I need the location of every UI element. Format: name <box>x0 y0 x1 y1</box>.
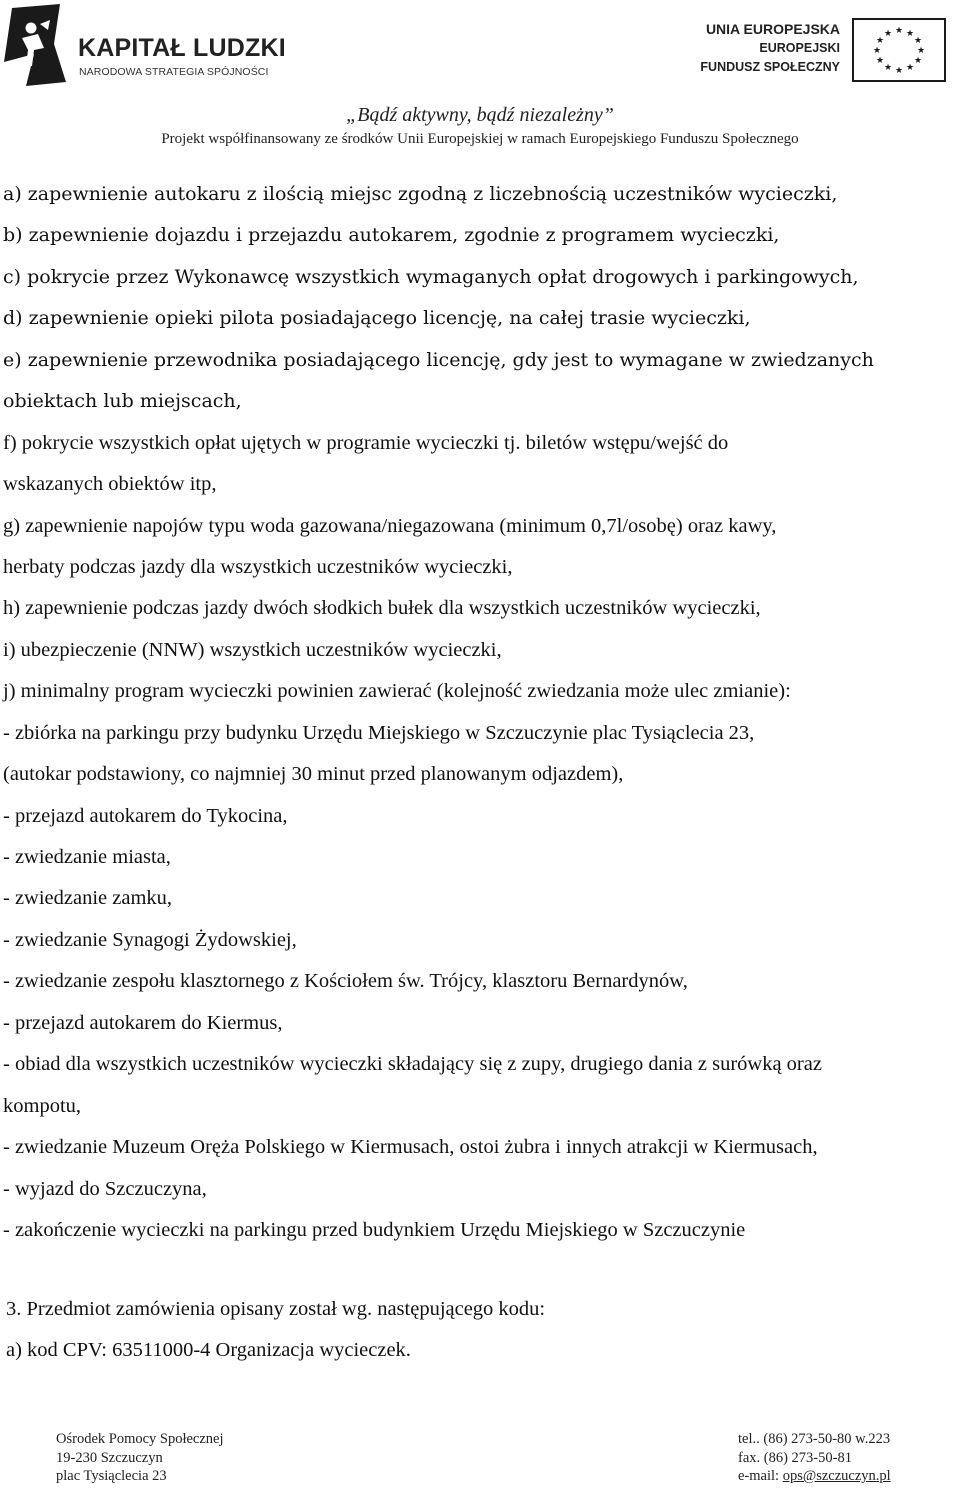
body-line: f) pokrycie wszystkich opłat ujętych w programie wycieczki tj. biletów wstępu/wejść do <box>3 431 729 454</box>
svg-text:★: ★ <box>905 29 915 39</box>
footer-email-label: e-mail: <box>738 1468 783 1484</box>
body-line: (autokar podstawiony, co najmniej 30 minut przed planowanym odjazdem), <box>3 763 624 786</box>
logo-subtitle: NARODOWA STRATEGIA SPÓJNOŚCI <box>79 66 269 78</box>
body-line: wskazanych obiektów itp, <box>3 473 217 496</box>
svg-text:★: ★ <box>875 56 885 66</box>
body-line: - wyjazd do Szczuczyna, <box>3 1177 207 1200</box>
cofinancing-note: Projekt współfinansowany ze środków Unii Europejskiej w ramach Europejskiego Funduszu Społecznego <box>161 131 799 147</box>
body-line: a) zapewnienie autokaru z ilością miejsc zgodną z liczebnością uczestników wycieczki, <box>3 183 838 205</box>
svg-text:★: ★ <box>916 46 926 56</box>
page-header <box>0 0 960 160</box>
footer-fax: fax. (86) 273-50-81 <box>738 1449 852 1466</box>
page-footer <box>0 1430 960 1488</box>
footer-contact <box>738 1430 891 1486</box>
eu-line-3: FUNDUSZ SPOŁECZNY <box>700 60 840 74</box>
footer-tel: tel.. (86) 273-50-80 w.223 <box>738 1431 891 1447</box>
body-line: j) minimalny program wycieczki powinien zawierać (kolejność zwiedzania może ulec zmianie): <box>3 680 791 703</box>
svg-text:★: ★ <box>894 26 904 36</box>
svg-text:★: ★ <box>913 36 923 46</box>
body-line: d) zapewnienie opieki pilota posiadającego licencję, na całej trasie wycieczki, <box>3 307 751 330</box>
eu-line-2: EUROPEJSKI <box>759 41 840 55</box>
footer-postal: 19-230 Szczuczyn <box>56 1449 163 1466</box>
body-line: - przejazd autokarem do Tykocina, <box>3 804 288 827</box>
body-line: g) zapewnienie napojów typu woda gazowana/niegazowana (minimum 0,7l/osobę) oraz kawy, <box>3 514 777 537</box>
body-line: herbaty podczas jazdy dla wszystkich uczestników wycieczki, <box>3 555 513 578</box>
footer-email-link[interactable]: ops@szczuczyn.pl <box>782 1468 891 1484</box>
body-line: e) zapewnienie przewodnika posiadającego licencję, gdy jest to wymagane w zwiedzanych <box>3 348 874 371</box>
svg-text:★: ★ <box>905 63 915 73</box>
body-line: - zwiedzanie miasta, <box>3 846 171 868</box>
logo-title: KAPITAŁ LUDZKI <box>78 34 286 62</box>
document-body <box>3 174 957 1251</box>
body-line: i) ubezpieczenie (NNW) wszystkich uczestników wycieczki, <box>3 638 502 661</box>
body-line: - zakończenie wycieczki na parkingu przed budynkiem Urzędu Miejskiego w Szczuczynie <box>3 1218 746 1241</box>
body-line: - przejazd autokarem do Kiermus, <box>3 1011 283 1034</box>
section-3 <box>6 1289 946 1371</box>
body-line: - zbiórka na parkingu przy budynku Urzędu Miejskiego w Szczuczynie plac Tysiąclecia 23, <box>3 721 755 744</box>
svg-text:★: ★ <box>883 63 893 73</box>
footer-street: plac Tysiąclecia 23 <box>56 1468 167 1484</box>
kapital-ludzki-logo <box>4 4 284 86</box>
svg-text:★: ★ <box>894 66 904 76</box>
body-line: - zwiedzanie Synagogi Żydowskiej, <box>3 928 297 951</box>
footer-org: Ośrodek Pomocy Społecznej <box>56 1431 224 1447</box>
body-line: c) pokrycie przez Wykonawcę wszystkich wymaganych opłat drogowych i parkingowych, <box>3 265 859 288</box>
eu-line-1: UNIA EUROPEJSKA <box>705 21 840 37</box>
svg-text:★: ★ <box>913 56 923 66</box>
svg-text:★: ★ <box>875 36 885 46</box>
section-3-heading: 3. Przedmiot zamówienia opisany został wg. następującego kodu: <box>6 1298 546 1320</box>
svg-text:★: ★ <box>872 46 882 56</box>
project-slogan: „Bądź aktywny, bądź niezależny” <box>346 104 614 126</box>
body-line: b) zapewnienie dojazdu i przejazdu autokarem, zgodnie z programem wycieczki, <box>3 224 780 247</box>
footer-email-row <box>738 1467 891 1486</box>
svg-text:★: ★ <box>883 29 893 39</box>
kapital-ludzki-emblem-icon <box>4 4 66 86</box>
body-line: kompotu, <box>3 1094 82 1117</box>
eu-flag-icon <box>852 18 946 82</box>
section-3-item-a: a) kod CPV: 63511000-4 Organizacja wycieczek. <box>6 1339 411 1361</box>
body-line: - zwiedzanie zamku, <box>3 887 173 910</box>
eu-logo-text <box>700 20 840 77</box>
body-line: h) zapewnienie podczas jazdy dwóch słodkich bułek dla wszystkich uczestników wycieczki, <box>3 597 761 620</box>
body-line: obiektach lub miejscach, <box>3 390 242 413</box>
body-line: - obiad dla wszystkich uczestników wycieczki składający się z zupy, drugiego dania z surówką oraz <box>3 1053 822 1076</box>
eu-logo <box>700 18 956 82</box>
footer-address <box>56 1430 224 1486</box>
body-line: - zwiedzanie zespołu klasztornego z Kościołem św. Trójcy, klasztoru Bernardynów, <box>3 970 688 993</box>
body-line: - zwiedzanie Muzeum Oręża Polskiego w Kiermusach, ostoi żubra i innych atrakcji w Kiermusach, <box>3 1136 818 1159</box>
